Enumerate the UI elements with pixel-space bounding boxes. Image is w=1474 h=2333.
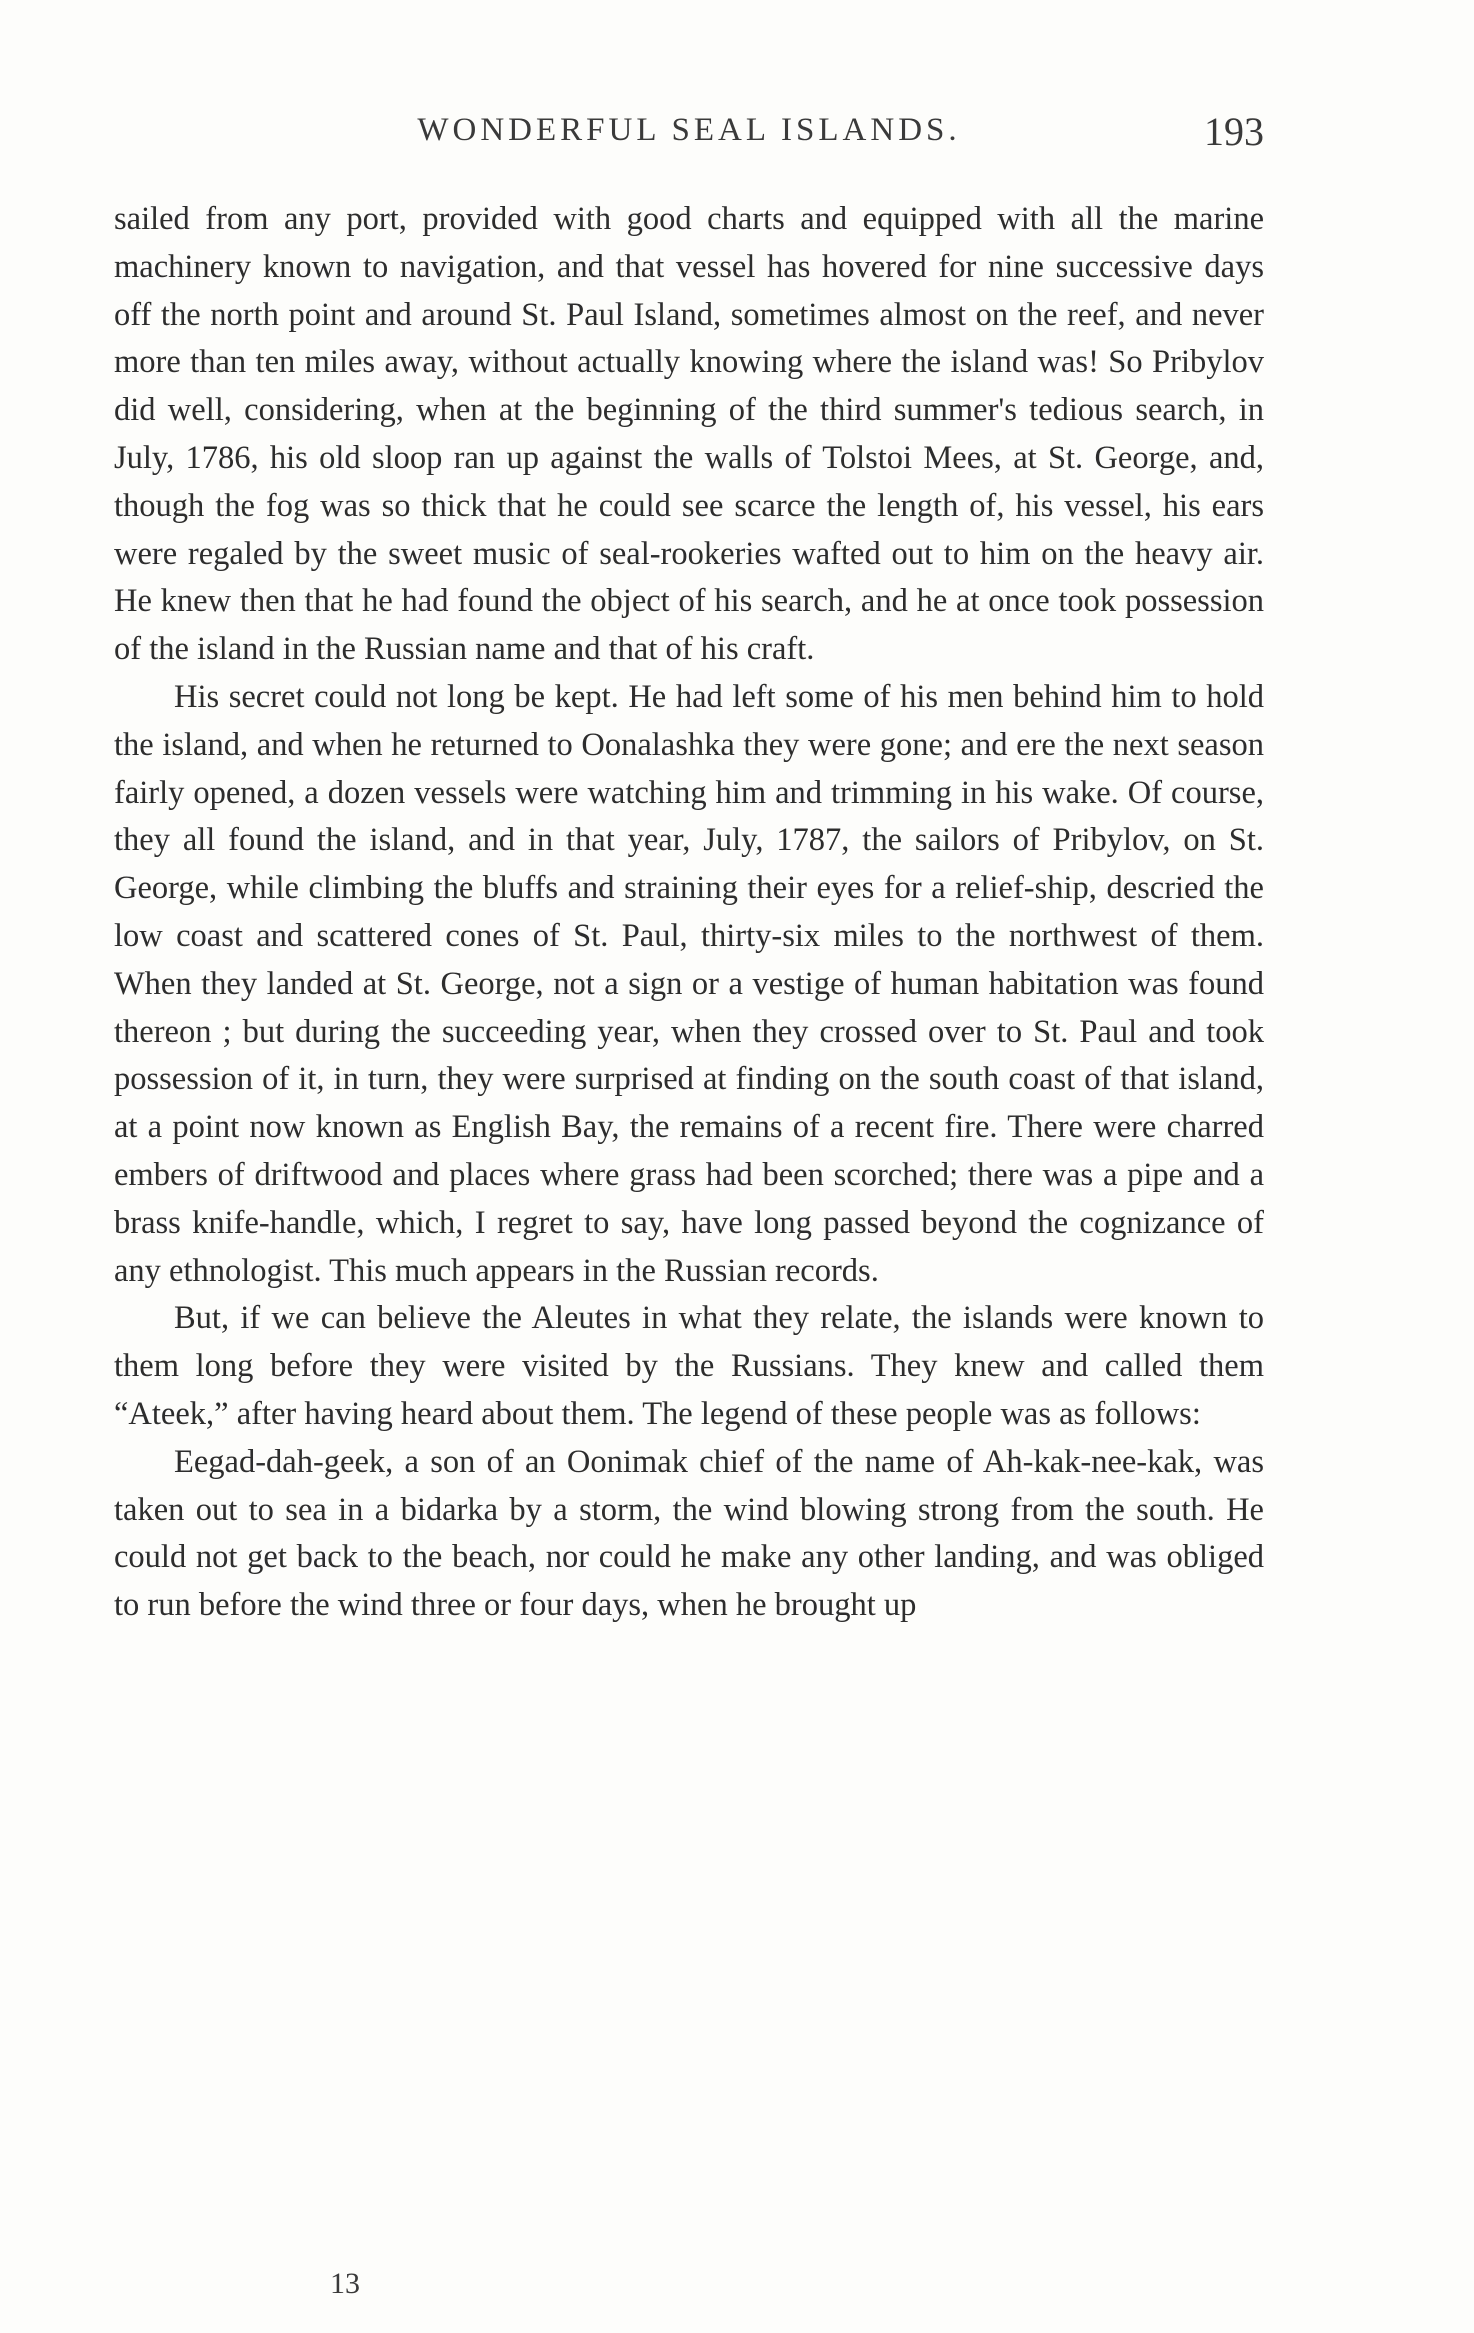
paragraph: His secret could not long be kept. He had left some of his men behind him to hold the island, and when he returned to Oonalashka they were gone; and ere the next season fairly opened, a dozen vessels were watching him and trimming in his wake. Of course, they all found the island, and in that year, July, 1787, the sailors of Pribylov, on St. George, while climbing the bluffs and straining their eyes for a relief-ship, descried the low coast and scattered cones of St. Paul, thirty-six miles to the northwest of them. When they landed at St. George, not a sign or a vestige of human habitation was found thereon ; but during the succeeding year, when they crossed over to St. Paul and took possession of it, in turn, they were surprised at finding on the south coast of that island, at a point now known as English Bay, the remains of a recent fire. There were charred embers of driftwood and places where grass had been scorched; there was a pipe and a brass knife-handle, which, I regret to say, have long passed beyond the cognizance of any ethnologist. This much appears in the Russian records. (114, 678, 1264, 1289)
page-number: 193 (1204, 109, 1264, 154)
running-head (114, 109, 1264, 172)
paragraph: sailed from any port, provided with good charts and equipped with all the marine machinery known to navigation, and that vessel has hovered for nine successive days off the north point and around St. Paul Island, sometimes almost on the reef, and never more than ten miles away, without actually knowing where the island was! So Pribylov did well, considering, when at the beginning of the third summer's tedious search, in July, 1786, his old sloop ran up against the walls of Tolstoi Mees, at St. George, and, though the fog was so thick that he could see scarce the length of, his vessel, his ears were regaled by the sweet music of seal-rookeries wafted out to him on the heavy air. He knew then that he had found the object of his search, and he at once took possession of the island in the Russian name and that of his craft. (114, 201, 1264, 668)
paragraph: But, if we can believe the Aleutes in what they relate, the islands were known to them long before they were visited by the Russians. They knew and called them “Ateek,” after having heard about them. The legend of these people was as follows: (114, 1300, 1264, 1432)
body-text (114, 196, 1264, 1630)
running-title: WONDERFUL SEAL ISLANDS. (417, 112, 961, 148)
signature-mark: 13 (330, 2267, 360, 2300)
paragraph: Eegad-dah-geek, a son of an Oonimak chief of the name of Ah-kak-nee-kak, was taken out to sea in a bidarka by a storm, the wind blowing strong from the south. He could not get back to the beach, nor could he make any other landing, and was obliged to run before the wind three or four days, when he brought up (114, 1443, 1264, 1624)
